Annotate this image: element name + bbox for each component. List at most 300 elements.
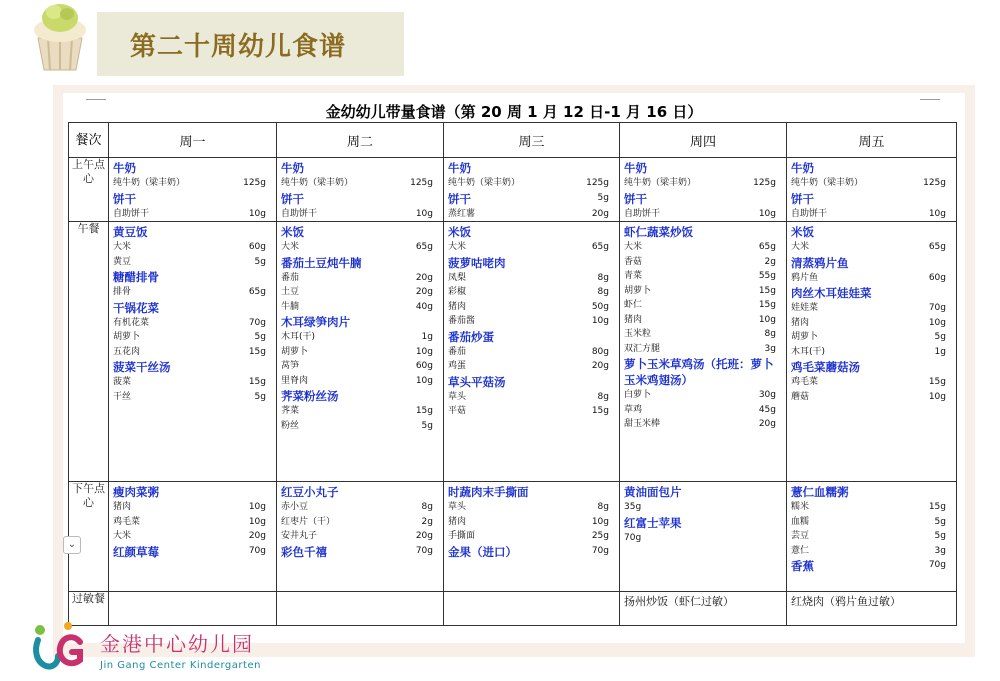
ingredient-name: 安井丸子 [281,531,318,541]
ingredient-name: 彩椒 [448,287,467,297]
ingredient-name: 血糯 [791,516,810,527]
ingredient-qty: 15g [591,406,609,416]
ingredient-row [281,176,433,191]
ingredient-qty: 10g [758,314,776,325]
ingredient-qty: 10g [415,346,433,357]
ingredient-name: 胡萝卜 [113,332,141,342]
day-cell [444,592,620,626]
day-cell [444,158,620,222]
ingredient-name: 猪肉 [624,314,643,325]
dish-name: 牛奶 [448,161,471,175]
meal-label: 上午点心 [69,158,109,222]
ingredient-qty: 125g [923,178,946,188]
dish-name: 瘦肉菜粥 [113,485,159,499]
dish-row [281,544,433,560]
ingredient-row [448,271,609,286]
ingredient-name: 胡萝卜 [624,285,652,296]
ingredient-qty: 15g [928,502,946,512]
ingredient-qty: 15g [248,346,266,357]
ingredient-qty: 15g [928,377,946,387]
ingredient-qty: 60g [248,242,266,252]
ingredient-row [281,285,433,300]
ingredient-row [448,300,609,315]
meal-row [69,222,957,482]
ingredient-row [281,359,433,374]
ingredient-name: 干丝 [113,391,132,402]
ingredient-name: 自助饼干 [113,208,150,219]
ingredient-name: 木耳(干) [281,332,316,342]
ingredient-name: 糯米 [791,502,810,512]
ingredient-row [624,417,776,432]
ingredient-row [448,207,609,222]
ingredient-row [113,240,266,255]
ingredient-qty: 65g [591,242,609,252]
ingredient-row [113,390,266,405]
day-header: 周五 [787,123,957,158]
ingredient-row [448,500,609,515]
ingredient-qty: 25g [591,531,609,541]
ingredient-row [791,544,946,559]
ingredient-row [113,500,266,515]
ingredient-qty: 65g [248,287,266,297]
meal-label: 午餐 [69,222,109,482]
ingredient-qty: 70g [248,317,266,328]
dish-name: 时蔬肉末手撕面 [448,485,529,499]
ingredient-qty: 10g [248,208,266,219]
ingredient-name: 鸡毛菜 [113,516,141,527]
meal-row [69,158,957,222]
ingredient-qty: 2g [764,256,776,267]
ingredient-name: 蒸红薯 [448,208,476,219]
ingredient-name: 猪肉 [448,301,467,312]
ingredient-name: 纯牛奶（梁丰奶） [624,178,697,188]
ingredient-row [624,284,776,299]
day-cell [787,482,957,592]
ingredient-qty: 15g [415,406,433,416]
ingredient-name: 纯牛奶（梁丰奶） [113,178,186,188]
ingredient-row [448,404,609,419]
ingredient-qty: 20g [758,419,776,429]
ingredient-qty: 15g [758,300,776,310]
ingredient-row [281,207,433,222]
ingredient-qty: 8g [597,287,609,297]
day-cell [444,222,620,482]
ingredient-row [624,207,776,222]
ingredient-name: 木耳(干) [791,346,826,357]
page-corner-mark [920,99,940,100]
ingredient-row [281,404,433,419]
ingredient-name: 胡萝卜 [281,346,309,357]
ingredient-row [281,330,433,345]
ingredient-name: 荠菜 [281,406,300,416]
ingredient-name: 凤梨 [448,272,467,283]
ingredient-name: 猪肉 [791,317,810,328]
ingredient-qty: 20g [591,361,609,371]
ingredient-row [791,515,946,530]
dish-name: 牛奶 [113,161,136,175]
dish-row [448,544,609,560]
ingredient-row [791,301,946,316]
ingredient-name: 里脊肉 [281,375,309,386]
ingredient-qty: 3g [764,343,776,354]
ingredient-qty: 8g [421,502,433,512]
ingredient-name: 大米 [113,242,132,252]
ingredient-name: 五花肉 [113,346,141,357]
ingredient-name: 香菇 [624,256,643,267]
day-cell [277,592,444,626]
ingredient-qty: 5g [597,192,609,203]
ingredient-qty: 10g [591,316,609,326]
day-cell [620,592,787,626]
dish-name: 牛奶 [281,161,304,175]
ingredient-qty: 10g [928,208,946,219]
ingredient-qty: 5g [934,332,946,342]
ingredient-qty: 65g [415,242,433,252]
day-cell [620,482,787,592]
dish-name: 饼干 [448,191,471,206]
ingredient-row [624,342,776,357]
day-cell [277,158,444,222]
ingredient-row [624,327,776,342]
ingredient-name: 大米 [281,242,300,252]
dish-name: 红豆小丸子 [281,485,339,499]
ingredient-row [791,330,946,345]
day-cell [109,222,277,482]
ingredient-name: 猪肉 [448,516,467,527]
ingredient-qty: 10g [415,375,433,386]
ingredient-name: 莴笋 [281,361,300,371]
ingredient-qty: 3g [934,545,946,556]
ingredient-row [281,345,433,360]
ingredient-qty: 1g [934,346,946,357]
ingredient-name: 薏仁 [791,545,810,556]
ingredient-row [113,207,266,222]
dish-name: 虾仁蔬菜炒饭 [624,225,693,239]
allergy-meal-text: 红烧肉（鸦片鱼过敏） [791,595,901,608]
ingredient-row [791,345,946,360]
allergy-meal-text: 扬州炒饭（虾仁过敏） [624,595,734,608]
document-title: 金幼幼儿带量食谱（第 20 周 1 月 12 日-1 月 16 日） [325,103,703,121]
ingredient-qty: 10g [248,516,266,527]
dish-name: 香蕉 [791,559,814,573]
day-header: 周一 [109,123,277,158]
dish-name: 番茄土豆炖牛腩 [281,255,362,270]
ingredient-row [281,500,433,515]
ingredient-name: 赤小豆 [281,502,309,512]
ingredient-qty: 5g [421,420,433,431]
ingredient-row [448,359,609,374]
ingredient-name: 甜玉米棒 [624,419,661,429]
meal-row [69,592,957,626]
ingredient-name: 鸦片鱼 [791,272,819,283]
dish-name: 金果（进口） [448,544,517,559]
ingredient-qty: 1g [421,332,433,342]
ingredient-qty: 20g [415,272,433,283]
dish-name: 萝卜玉米草鸡汤（托班：萝卜玉米鸡翅汤） [624,357,774,387]
ingredient-row [113,375,266,390]
ingredient-row [624,313,776,328]
ingredient-qty: 70g [248,545,266,556]
dish-name: 饼干 [113,191,136,206]
ingredient-name: 红枣片（干） [281,516,336,527]
ingredient-name: 番茄 [448,346,467,357]
ingredient-name: 草头 [448,502,467,512]
dish-row [448,191,609,207]
ingredient-qty: 10g [928,391,946,402]
ingredient-qty: 15g [758,285,776,296]
ingredient-row [791,176,946,191]
ingredient-row [281,240,433,255]
dish-name: 黄豆饭 [113,225,148,239]
ingredient-qty: 125g [243,178,266,188]
day-cell [277,482,444,592]
dish-name: 牛奶 [791,161,814,175]
dish-name: 番茄炒蛋 [448,329,494,344]
ingredient-qty: 70g [928,303,946,313]
ingredient-name: 虾仁 [624,300,643,310]
ingredient-qty: 10g [928,317,946,328]
ingredient-name: 大米 [624,242,643,252]
day-cell [444,482,620,592]
ingredient-qty: 45g [758,404,776,415]
ingredient-name: 纯牛奶（梁丰奶） [281,178,354,188]
day-cell [109,592,277,626]
dish-name: 荠菜粉丝汤 [281,389,339,403]
ingredient-row [113,345,266,360]
ingredient-qty: 5g [934,516,946,527]
ingredient-name: 纯牛奶（梁丰奶） [448,178,521,188]
day-cell [620,158,787,222]
ingredient-qty: 50g [591,301,609,312]
ingredient-qty: 125g [410,178,433,188]
dish-name: 干锅花菜 [113,300,159,315]
ingredient-qty: 70g [415,545,433,556]
ingredient-row [448,345,609,360]
ingredient-qty: 80g [591,346,609,357]
day-cell [787,592,957,626]
ingredient-row [624,176,776,191]
ingredient-qty: 40g [415,301,433,312]
ingredient-name: 牛腩 [281,301,300,312]
ingredient-name: 白萝卜 [624,390,652,400]
dish-name: 饼干 [624,191,647,206]
ingredient-qty: 10g [591,516,609,527]
header-row [69,123,957,158]
day-header: 周四 [620,123,787,158]
school-logo-icon [28,620,88,672]
dish-name: 红颜草莓 [113,544,159,559]
ingredient-name: 青菜 [624,271,643,281]
ingredient-qty: 10g [758,208,776,219]
quantity-text: 70g [624,532,642,543]
dish-name: 清蒸鸦片鱼 [791,255,849,270]
ingredient-qty: 125g [753,178,776,188]
dish-name: 米饭 [791,225,814,239]
dish-name: 彩色千禧 [281,544,327,559]
meal-header: 餐次 [69,123,109,158]
ingredient-row [113,330,266,345]
ingredient-name: 蘑菇 [791,391,810,402]
ingredient-row [791,500,946,515]
ingredient-name: 手撕面 [448,531,476,541]
ingredient-row [281,529,433,544]
ingredient-name: 番茄 [281,272,300,283]
day-header: 周三 [444,123,620,158]
ingredient-row [624,298,776,313]
ingredient-name: 草鸡 [624,404,643,415]
ingredient-qty: 10g [415,208,433,219]
ingredient-name: 纯牛奶（梁丰奶） [791,178,864,188]
day-cell [277,222,444,482]
ingredient-row [448,390,609,405]
ingredient-name: 自助饼干 [791,208,828,219]
quantity-text: 35g [624,502,642,512]
ingredient-qty: 30g [758,390,776,400]
ingredient-qty: 5g [254,391,266,402]
page-corner-mark [86,99,106,100]
ingredient-qty: 8g [597,391,609,402]
ingredient-row [448,176,609,191]
ingredient-qty: 20g [415,287,433,297]
ingredient-name: 粉丝 [281,420,300,431]
day-cell [787,222,957,482]
ingredient-name: 胡萝卜 [791,332,819,342]
ingredient-name: 猪肉 [113,502,132,512]
ingredient-name: 双汇方腿 [624,343,661,354]
school-name-en: Jin Gang Center Kindergarten [100,660,261,671]
ingredient-qty: 20g [248,531,266,541]
dish-row [791,558,946,574]
dish-name: 黄油面包片 [624,485,682,499]
ingredient-qty: 2g [421,516,433,527]
dish-name: 菠菜干丝汤 [113,360,171,374]
menu-table [68,122,957,626]
ingredient-qty: 8g [597,502,609,512]
ingredient-row [624,269,776,284]
ingredient-name: 排骨 [113,287,132,297]
dish-name: 糖醋排骨 [113,270,159,284]
ingredient-row [624,403,776,418]
ingredient-name: 玉米粒 [624,329,652,339]
ingredient-row [624,255,776,270]
dish-name: 菠萝咕咾肉 [448,255,506,270]
day-cell [109,158,277,222]
cupcake-icon [30,0,90,72]
ingredient-qty: 60g [928,272,946,283]
ingredient-row [624,388,776,403]
ingredient-row [791,316,946,331]
ingredient-row [791,529,946,544]
ingredient-qty: 10g [248,502,266,512]
ingredient-row [791,375,946,390]
meal-label: 过敏餐 [69,592,109,626]
ingredient-qty: 65g [928,242,946,252]
ingredient-row [448,240,609,255]
ingredient-qty: 20g [415,531,433,541]
dish-name: 米饭 [448,225,471,239]
ingredient-qty: 20g [591,208,609,219]
ingredient-name: 娃娃菜 [791,303,819,313]
ingredient-row [281,374,433,389]
ingredient-name: 土豆 [281,287,300,297]
ingredient-name: 平菇 [448,406,467,416]
ingredient-qty: 15g [248,377,266,387]
day-cell [787,158,957,222]
dish-row [113,544,266,560]
dish-name: 肉丝木耳娃娃菜 [791,286,872,300]
ingredient-qty: 5g [254,256,266,267]
dish-name: 薏仁血糯粥 [791,485,849,499]
dish-name: 草头平菇汤 [448,374,506,389]
ingredient-row [448,285,609,300]
ingredient-name: 大米 [113,531,132,541]
ingredient-row [448,515,609,530]
page-title: 第二十周幼儿食谱 [130,32,347,62]
dish-name: 鸡毛菜蘑菇汤 [791,360,860,374]
ingredient-name: 大米 [791,242,810,252]
ingredient-row [448,314,609,329]
ingredient-row [113,285,266,300]
ingredient-row [113,255,266,270]
ingredient-name: 有机花菜 [113,317,150,328]
ingredient-qty: 8g [597,272,609,283]
ingredient-qty: 60g [415,361,433,371]
meal-label: 下午点心 [69,482,109,592]
ingredient-qty: 70g [928,560,946,570]
dish-name: 木耳绿笋肉片 [281,315,350,329]
dish-name: 饼干 [281,191,304,206]
school-name-cn: 金港中心幼儿园 [100,632,254,656]
ingredient-qty: 125g [586,178,609,188]
ingredient-row [624,240,776,255]
ingredient-row [281,300,433,315]
ingredient-name: 菠菜 [113,377,132,387]
ingredient-name: 番茄酱 [448,316,476,326]
ingredient-name: 黄豆 [113,256,132,267]
ingredient-qty: 8g [764,329,776,339]
ingredient-row [448,529,609,544]
ingredient-row [281,515,433,530]
meal-row [69,482,957,592]
ingredient-row [113,316,266,331]
ingredient-name: 芸豆 [791,531,810,541]
ingredient-row [791,240,946,255]
ingredient-qty: 5g [934,531,946,541]
ingredient-name: 自助饼干 [281,208,318,219]
dish-name: 饼干 [791,191,814,206]
collapse-chevron-icon[interactable]: ⌄ [63,536,81,554]
ingredient-row [791,390,946,405]
dish-name: 牛奶 [624,161,647,175]
ingredient-row [113,529,266,544]
day-cell [620,222,787,482]
ingredient-name: 鸡蛋 [448,361,467,371]
ingredient-name: 自助饼干 [624,208,661,219]
ingredient-qty: 65g [758,242,776,252]
dish-name: 米饭 [281,225,304,239]
ingredient-row [113,176,266,191]
ingredient-name: 大米 [448,242,467,252]
ingredient-row [281,419,433,434]
ingredient-row [791,207,946,222]
ingredient-row [113,515,266,530]
ingredient-row [281,271,433,286]
ingredient-name: 鸡毛菜 [791,377,819,387]
ingredient-name: 草头 [448,391,467,402]
ingredient-qty: 55g [758,271,776,281]
day-header: 周二 [277,123,444,158]
ingredient-qty: 5g [254,332,266,342]
